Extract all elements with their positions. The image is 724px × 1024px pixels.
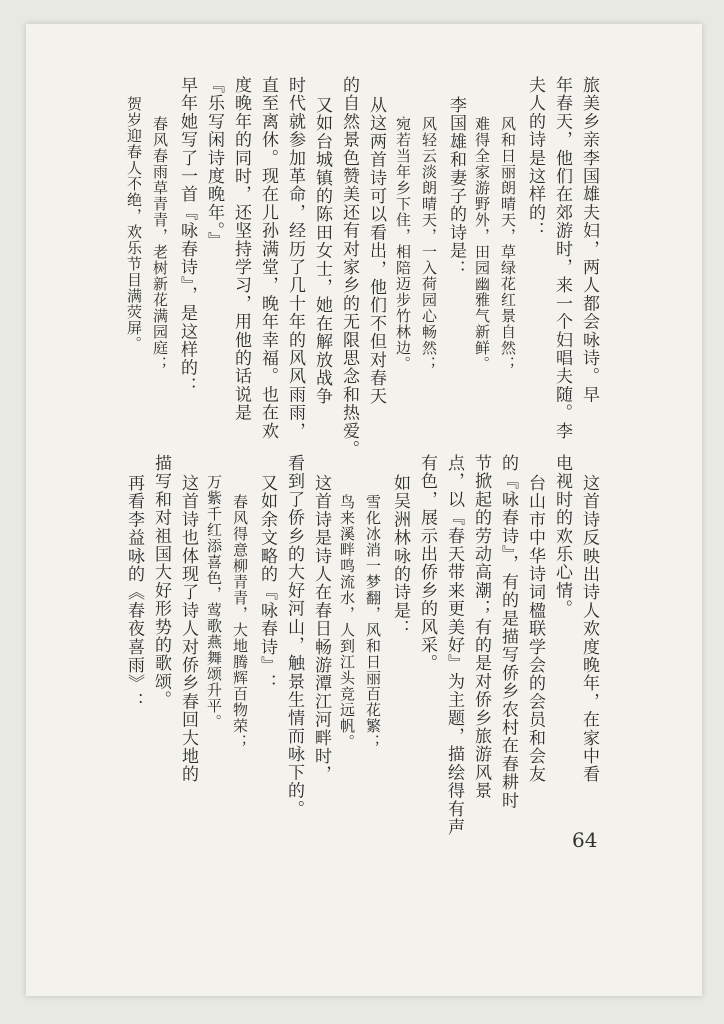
text-column: 描写和对祖国大好形势的歌颂。 — [151, 454, 171, 709]
text-column: 从这两首诗可以看出，他们不但对春天 — [366, 96, 386, 406]
text-column: 再看李益咏的《春夜喜雨》： — [124, 474, 144, 711]
page-number: 64 — [572, 828, 598, 852]
text-column: 的『咏春诗』，有的是描写侨乡农村在春耕时 — [498, 454, 518, 810]
poem-line: 春风春雨草青青，老树新花满园庭； — [151, 116, 169, 372]
text-column: 的自然景色赞美还有对家乡的无限思念和热爱。 — [339, 76, 359, 459]
poem-line: 宛若当年乡下住，相陪迈步竹林边。 — [394, 116, 412, 372]
text-column: 这首诗反映出诗人欢度晚年，在家中看 — [579, 474, 599, 784]
poem-line: 万紫千红添喜色，莺歌燕舞颂升平。 — [205, 474, 223, 730]
text-column: 这首诗是诗人在春日畅游潭江河畔时， — [311, 474, 331, 784]
text-column: 有色，展示出侨乡的风采。 — [417, 454, 437, 673]
poem-line: 风轻云淡朗晴天，一入荷园心畅然； — [420, 116, 438, 372]
text-column: 台山市中华诗词楹联学会的会员和会友 — [525, 474, 545, 784]
text-column: 年春天，他们在郊游时，来一个妇唱夫随。李 — [552, 76, 572, 440]
text-column: 如吴洲林咏的诗是： — [390, 474, 410, 638]
text-column: 早年她写了一首『咏春诗』，是这样的： — [177, 76, 197, 396]
text-column: 这首诗也体现了诗人对侨乡春回大地的 — [178, 474, 198, 784]
text-column: 看到了侨乡的大好河山，触景生情而咏下的。 — [284, 454, 304, 818]
text-column: 时代就参加革命，经历了几十年的风风雨雨， — [285, 76, 305, 440]
text-column: 电视时的欢乐心情。 — [552, 454, 572, 618]
text-column: 旅美乡亲李国雄夫妇，两人都会咏诗。早 — [579, 76, 599, 404]
text-column: 李国雄和妻子的诗是： — [446, 96, 466, 278]
poem-line: 雪化冰消一梦翻，风和日丽百花繁； — [364, 494, 382, 750]
poem-line: 贺岁迎春人不绝，欢乐节目满荧屏。 — [125, 96, 143, 352]
poem-line: 春风得意柳青青，大地腾辉百物荣； — [231, 494, 249, 750]
text-column: 直至离休。现在儿孙满堂，晚年幸福。也在欢 — [258, 76, 278, 440]
text-column: 夫人的诗是这样的： — [525, 76, 545, 240]
poem-line: 难得全家游野外，田园幽雅气新鲜。 — [473, 116, 491, 372]
text-column: 点，以『春天带来更美好』为主题，描绘得有声 — [444, 454, 464, 837]
poem-line: 风和日丽朗晴天，草绿花红景自然； — [499, 116, 517, 372]
text-column: 度晚年的同时，还坚持学习，用他的话说是 — [231, 76, 251, 422]
text-column: 又如台城镇的陈田女士，她在解放战争 — [312, 96, 332, 406]
text-column: 节掀起的劳动高潮；有的是对侨乡旅游风景 — [471, 454, 491, 800]
text-column: 『乐写闲诗度晚年。』 — [204, 76, 224, 250]
poem-line: 鸟来溪畔鸣流水，人到江头竞远帆。 — [338, 494, 356, 750]
book-page — [26, 24, 702, 996]
text-column: 又如余文略的『咏春诗』： — [257, 474, 277, 693]
